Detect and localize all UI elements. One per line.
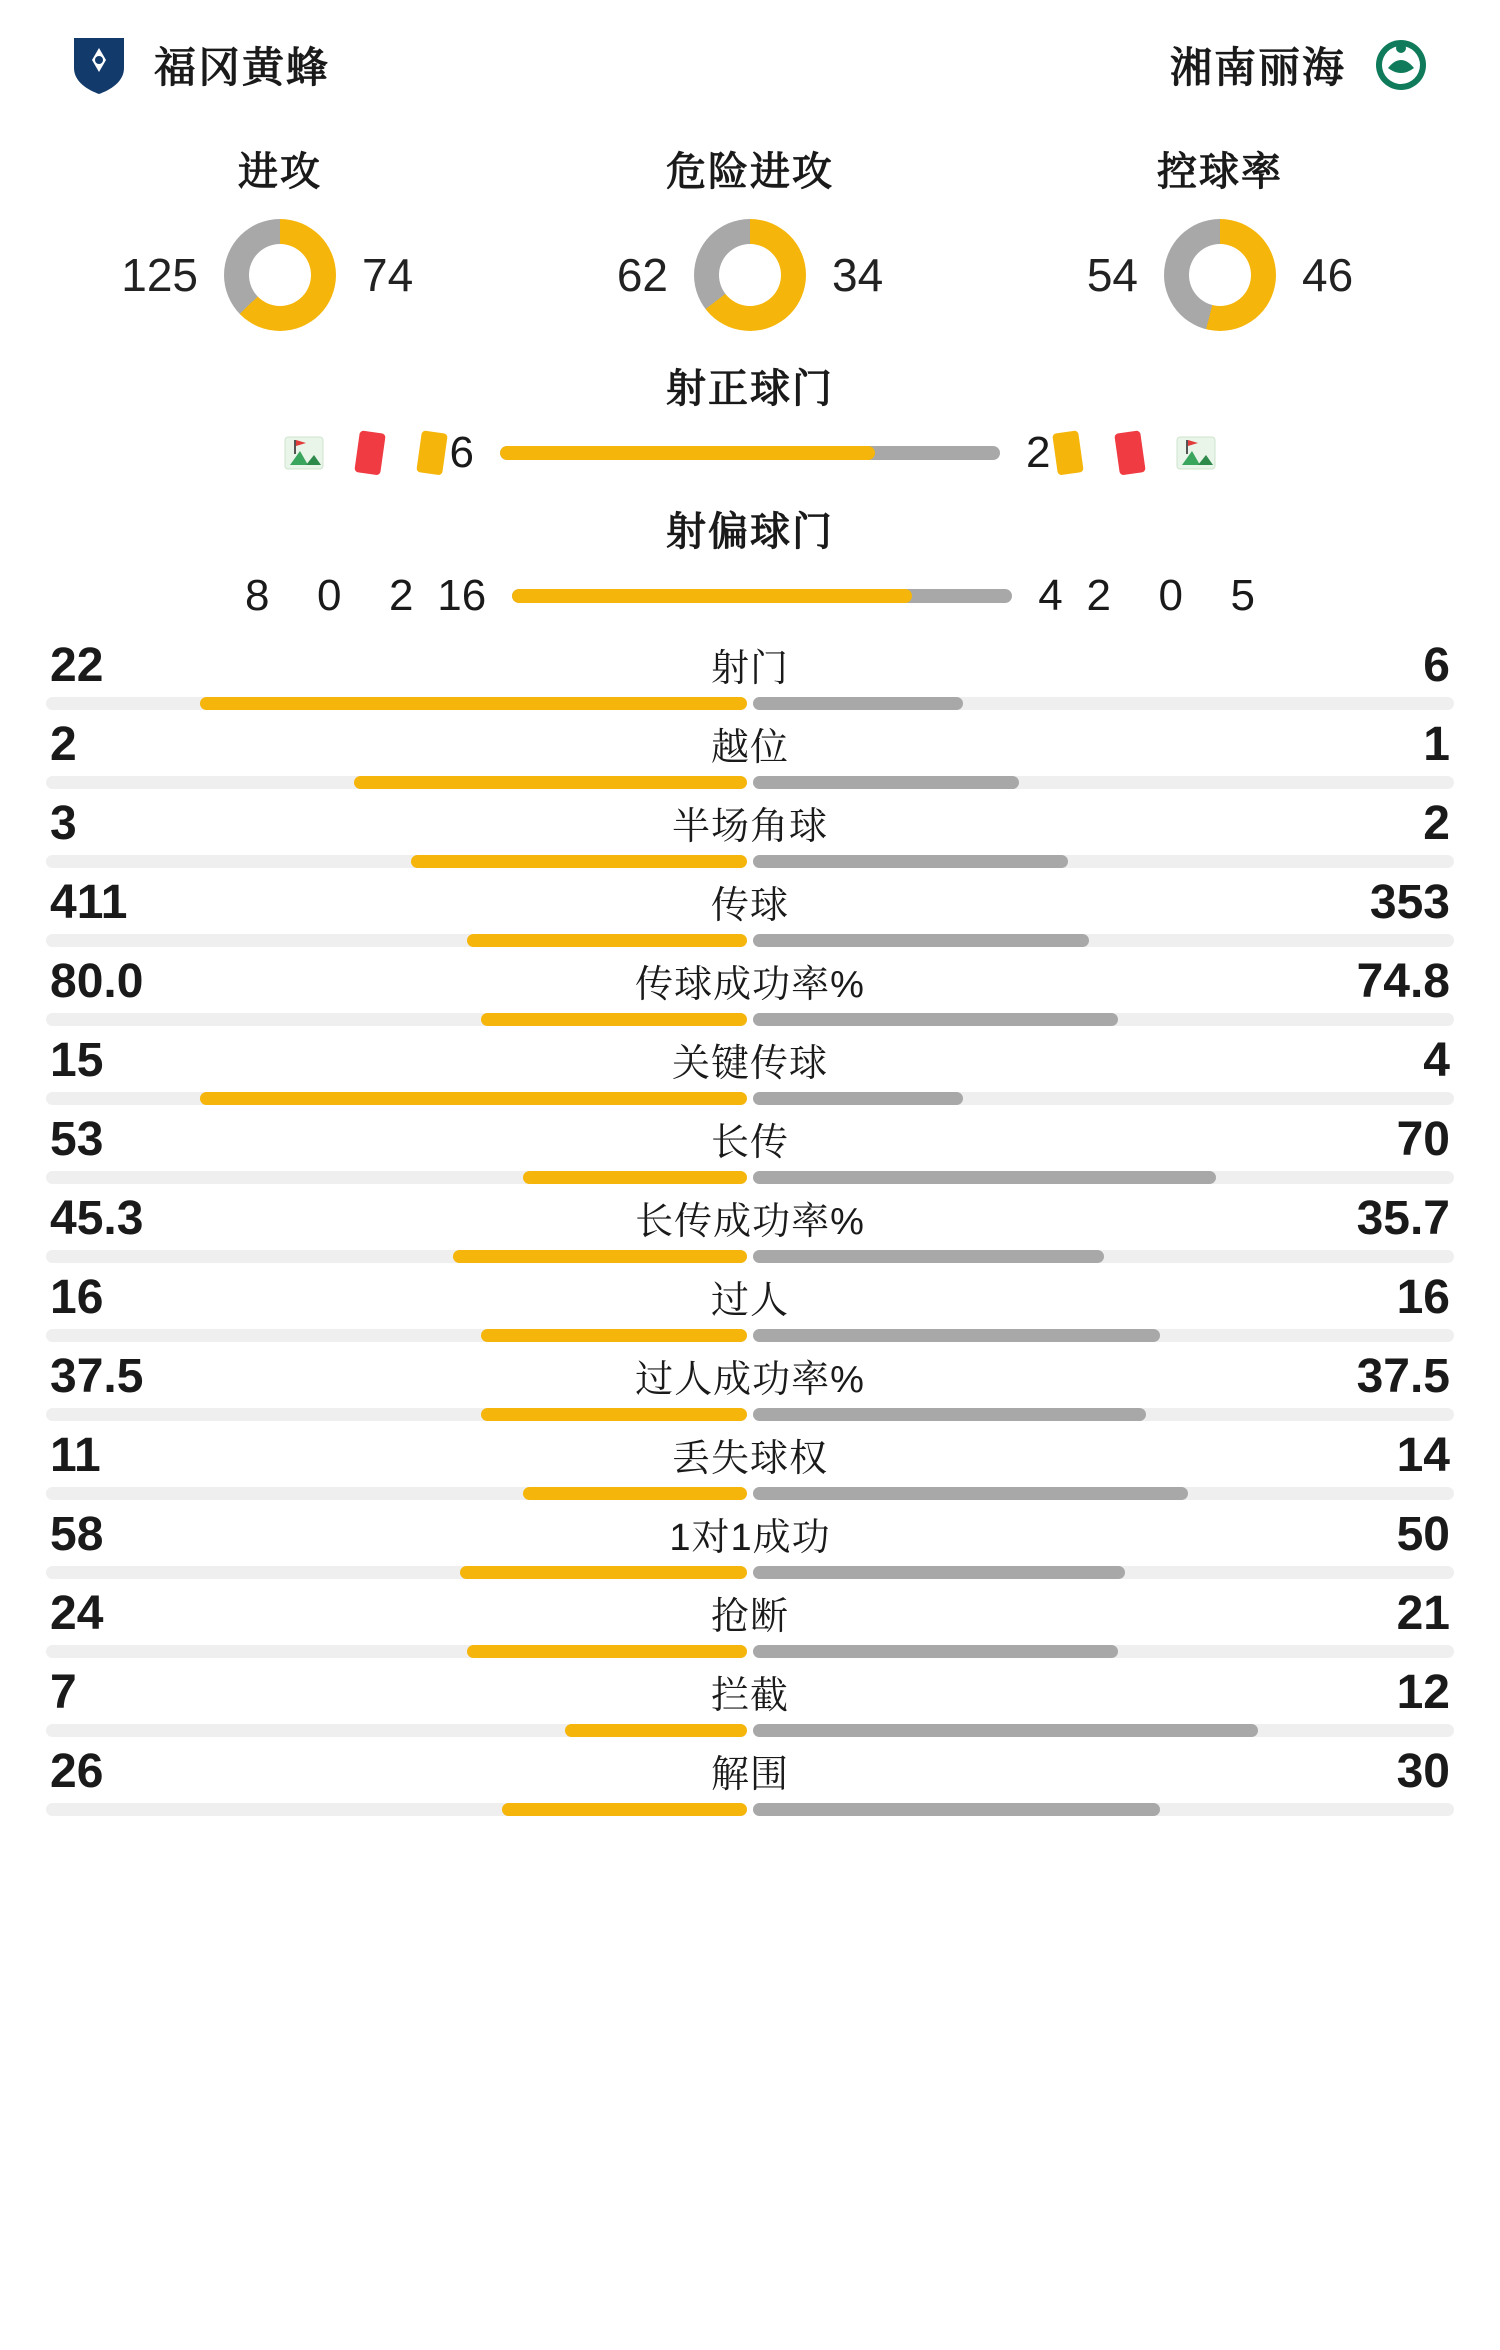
away-red-card-count: 0 (1158, 571, 1183, 620)
stat-home-bar-track (46, 1171, 747, 1184)
stat-home-bar-track (46, 697, 747, 710)
stat-away-bar-track (753, 1724, 1454, 1737)
stat-label: 过人成功率% (635, 1359, 865, 1401)
stat-bars (46, 934, 1454, 947)
stat-row (46, 1427, 1454, 1500)
home-team-name: 福冈黄蜂 (154, 44, 331, 91)
stat-bars (46, 776, 1454, 789)
donut-possession (1000, 140, 1440, 331)
stat-away-value: 21 (1396, 1587, 1450, 1640)
stat-label: 长传 (710, 1122, 789, 1164)
away-yellow-card-count: 2 (1086, 571, 1111, 620)
donut-possession-home-value: 54 (1086, 249, 1138, 301)
stat-row-header (46, 1664, 1454, 1724)
stat-home-bar-track (46, 855, 747, 868)
donut-dangerous-attacks-home-value: 62 (616, 249, 668, 301)
stat-home-bar-track (46, 1013, 747, 1026)
donut-attacks-away-value: 74 (362, 249, 414, 301)
red-card-icon (1112, 430, 1146, 476)
stat-row (46, 1585, 1454, 1658)
stat-label: 关键传球 (671, 1043, 828, 1085)
stat-label: 传球 (710, 885, 789, 927)
away-team (1170, 34, 1430, 96)
stat-bars (46, 1645, 1454, 1658)
shield-crest-icon (70, 34, 128, 96)
stat-label: 拦截 (710, 1675, 789, 1717)
stat-row (46, 637, 1454, 710)
stat-row-header (46, 1506, 1454, 1566)
stat-away-value: 50 (1396, 1508, 1450, 1561)
stat-label: 1对1成功 (669, 1517, 831, 1559)
stat-row-header (46, 637, 1454, 697)
shots-off-target-row (0, 571, 1500, 621)
stat-away-bar-track (753, 1487, 1454, 1500)
stat-row (46, 1032, 1454, 1105)
stat-away-value: 1 (1423, 718, 1450, 771)
stat-home-bar-track (46, 1250, 747, 1263)
stat-away-value: 353 (1369, 876, 1450, 929)
stat-row-header (46, 1585, 1454, 1645)
stat-away-bar-track (753, 1645, 1454, 1658)
stat-home-bar-track (46, 776, 747, 789)
stat-away-bar-track (753, 855, 1454, 868)
stat-row-header (46, 1269, 1454, 1329)
stat-row (46, 1664, 1454, 1737)
home-discipline-icons (282, 430, 450, 476)
stat-home-bar-track (46, 1408, 747, 1421)
stat-home-bar-track (46, 1092, 747, 1105)
stat-row-header (46, 1348, 1454, 1408)
stat-label: 抢断 (710, 1596, 789, 1638)
shots-off-target-bar-group (437, 571, 1062, 621)
stat-row (46, 1743, 1454, 1816)
stat-bars (46, 1408, 1454, 1421)
stat-row (46, 795, 1454, 868)
stat-bars (46, 1329, 1454, 1342)
donut-dangerous-attacks (530, 140, 970, 331)
stat-away-bar-track (753, 1408, 1454, 1421)
shots-off-target-label: 射偏球门 (666, 510, 834, 554)
stat-bars (46, 697, 1454, 710)
stat-home-value: 3 (50, 797, 77, 850)
red-card-icon (354, 430, 388, 476)
donut-attacks (60, 140, 500, 331)
donut-possession-chart (1164, 219, 1276, 331)
stat-row (46, 874, 1454, 947)
stat-away-bar-track (753, 1250, 1454, 1263)
donut-attacks-label: 进攻 (238, 150, 322, 194)
stat-bars (46, 1487, 1454, 1500)
stat-bars (46, 1566, 1454, 1579)
stat-away-bar-track (753, 1171, 1454, 1184)
stat-away-value: 35.7 (1356, 1192, 1450, 1245)
home-corner-count: 8 (245, 571, 270, 620)
stat-away-value: 12 (1396, 1666, 1450, 1719)
stat-away-bar-track (753, 1013, 1454, 1026)
stat-home-value: 22 (50, 639, 104, 692)
donut-attacks-home-value: 125 (121, 249, 198, 301)
stat-rows-list (0, 621, 1500, 1852)
stat-home-value: 80.0 (50, 955, 144, 1008)
stat-row (46, 1506, 1454, 1579)
stat-label: 过人 (710, 1280, 789, 1322)
home-team (70, 34, 330, 96)
stat-bars (46, 1171, 1454, 1184)
stat-row-header (46, 716, 1454, 776)
stat-row-header (46, 874, 1454, 934)
stat-away-bar-track (753, 1566, 1454, 1579)
home-red-card-count: 0 (317, 571, 342, 620)
stat-row (46, 716, 1454, 789)
stat-home-bar-track (46, 1645, 747, 1658)
stat-away-bar-track (753, 1329, 1454, 1342)
stat-row-header (46, 1190, 1454, 1250)
shots-on-target-bar (500, 446, 1000, 460)
stat-home-bar-track (46, 1803, 747, 1816)
away-discipline-icons (1050, 430, 1218, 476)
stat-label: 半场角球 (671, 806, 828, 848)
teams-header (0, 0, 1500, 130)
stat-away-value: 16 (1396, 1271, 1450, 1324)
stat-bars (46, 1250, 1454, 1263)
donut-dangerous-attacks-chart (694, 219, 806, 331)
stat-away-value: 14 (1396, 1429, 1450, 1482)
stat-home-bar-track (46, 1487, 747, 1500)
stat-label: 射门 (710, 648, 789, 690)
stat-bars (46, 1092, 1454, 1105)
stat-away-bar-track (753, 776, 1454, 789)
shots-on-target-away-value: 2 (1026, 428, 1051, 477)
home-yellow-card-count: 2 (389, 571, 414, 620)
stat-home-bar-track (46, 934, 747, 947)
stat-row-header (46, 1111, 1454, 1171)
away-discipline-counts (1063, 571, 1279, 621)
stat-row (46, 953, 1454, 1026)
stat-away-value: 74.8 (1356, 955, 1450, 1008)
stat-label: 传球成功率% (635, 964, 865, 1006)
donut-possession-label: 控球率 (1157, 150, 1283, 194)
stat-bars (46, 1724, 1454, 1737)
shots-on-target-bar-group (450, 428, 1051, 478)
stat-away-value: 6 (1423, 639, 1450, 692)
donut-attacks-chart (224, 219, 336, 331)
stat-home-value: 53 (50, 1113, 104, 1166)
stat-home-value: 15 (50, 1034, 104, 1087)
shots-off-target-home-value: 16 (437, 571, 487, 620)
stat-row (46, 1269, 1454, 1342)
away-corner-count: 5 (1230, 571, 1255, 620)
stat-home-bar-track (46, 1329, 747, 1342)
stat-row-header (46, 953, 1454, 1013)
away-team-name: 湘南丽海 (1169, 44, 1346, 91)
stat-away-value: 37.5 (1356, 1350, 1450, 1403)
stat-row (46, 1111, 1454, 1184)
stat-away-bar-track (753, 1803, 1454, 1816)
shots-on-target-row (0, 428, 1500, 478)
stat-home-value: 58 (50, 1508, 104, 1561)
stat-bars (46, 1013, 1454, 1026)
stat-row (46, 1190, 1454, 1263)
stat-label: 越位 (710, 727, 789, 769)
round-crest-icon (1372, 34, 1430, 96)
stat-row-header (46, 1032, 1454, 1092)
stat-home-value: 24 (50, 1587, 104, 1640)
stat-bars (46, 855, 1454, 868)
stat-row-header (46, 795, 1454, 855)
donut-dangerous-attacks-away-value: 34 (832, 249, 884, 301)
stat-home-value: 26 (50, 1745, 104, 1798)
donut-possession-away-value: 46 (1302, 249, 1354, 301)
stat-home-value: 45.3 (50, 1192, 144, 1245)
stat-away-bar-track (753, 934, 1454, 947)
shots-on-target-label: 射正球门 (666, 367, 834, 411)
stat-row-header (46, 1743, 1454, 1803)
stat-label: 长传成功率% (635, 1201, 865, 1243)
corner-flag-icon (1174, 431, 1218, 475)
yellow-card-icon (1050, 430, 1084, 476)
stat-away-value: 4 (1423, 1034, 1450, 1087)
stat-home-value: 11 (50, 1429, 101, 1482)
donut-dangerous-attacks-label: 危险进攻 (666, 150, 834, 194)
stat-home-value: 2 (50, 718, 77, 771)
home-discipline-counts (221, 571, 437, 621)
stat-home-value: 16 (50, 1271, 104, 1324)
stat-away-value: 2 (1423, 797, 1450, 850)
stat-bars (46, 1803, 1454, 1816)
stat-away-value: 70 (1396, 1113, 1450, 1166)
stat-home-value: 37.5 (50, 1350, 144, 1403)
shots-on-target-home-value: 6 (449, 428, 474, 477)
corner-flag-icon (282, 431, 326, 475)
stat-away-bar-track (753, 697, 1454, 710)
stat-row-header (46, 1427, 1454, 1487)
stat-away-bar-track (753, 1092, 1454, 1105)
donut-stats-row (0, 130, 1500, 331)
stat-row (46, 1348, 1454, 1421)
stat-home-bar-track (46, 1724, 747, 1737)
stat-away-value: 30 (1396, 1745, 1450, 1798)
stat-home-value: 7 (50, 1666, 77, 1719)
shots-off-target-away-value: 4 (1038, 571, 1063, 620)
shots-off-target-bar (512, 589, 1012, 603)
stat-home-bar-track (46, 1566, 747, 1579)
stat-home-value: 411 (50, 876, 128, 929)
stat-label: 丢失球权 (671, 1438, 828, 1480)
stat-label: 解围 (710, 1754, 789, 1796)
shots-section (0, 331, 1500, 621)
yellow-card-icon (416, 430, 450, 476)
